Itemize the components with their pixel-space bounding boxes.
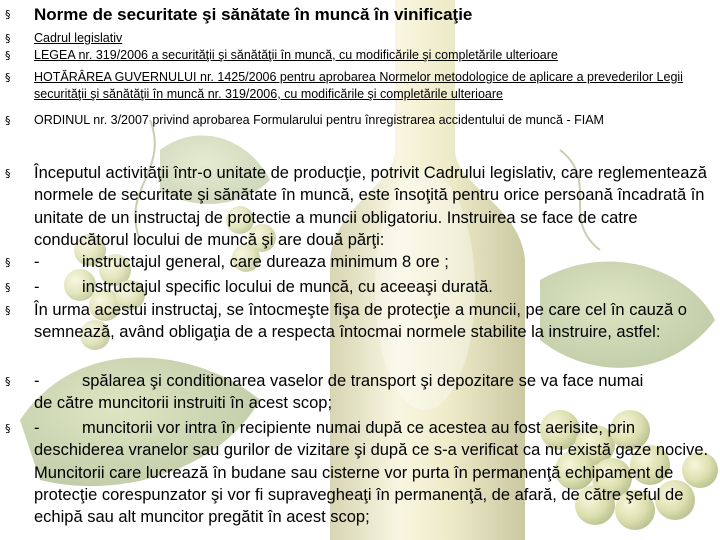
bullet-icon: § [5,114,11,127]
bullet-icon: § [5,71,11,84]
link-cadrul-legislativ[interactable]: Cadrul legislativ [34,31,123,45]
paragraph-text: spălarea şi conditionarea vaselor de transport şi depozitare se va face numai [82,372,644,390]
paragraph-text: Începutul activităţii într-o unitate de producţie, potrivit Cadrului legislativ, care reglementează normele de securitate şi sănătate în muncă, este însoţită pentru orice persoană încadrată în unitate de un instructaj de protectie a muncii obligatoriu. Instruirea se face de catre conducătorul locului de muncă şi are două părţi: [34,164,707,249]
bullet-icon: § [5,167,11,180]
paragraph-text: deschiderea vranelor sau gurilor de vizitare şi după ce s-a verificat ca nu există gaze nocive. Muncitorii care lucrează în budane sau cisterne vor purta în permanenţă echipament de protecţie corespunzator şi vor fi supravegheaţi în permanenţă, de afară, de către şeful de echipă sau alt muncitor pregătit în acest scop; [34,441,709,527]
bullet-icon: § [5,422,11,435]
dash-marker: - [34,419,40,437]
bullet-icon: § [5,375,11,388]
bullet-icon: § [5,281,11,294]
dash-marker: - [34,372,40,390]
dash-marker: - [34,253,40,271]
bullet-icon: § [5,304,11,317]
dash-marker: - [34,278,40,296]
paragraph-text: În urma acestui instructaj, se întocmeşte fişa de protecţie a muncii, pe care cel în cauză o semnează, având obligaţia de a respecta întocmai normele stabilite la instruire, astfel: [34,301,687,342]
link-hg-1425-2006[interactable]: HOTĂRÂREA GUVERNULUI nr. 1425/2006 pentru aprobarea Normelor metodologice de aplicare a prevederilor Legii securităţii şi sănătăţii în muncă nr. 319/2006, cu modificările şi completările ulterioare [34,70,683,101]
paragraph-text: instructajul specific locului de muncă, cu aceeaşi durată. [82,278,493,296]
paragraph-text: instructajul general, care dureaza minimum 8 ore ; [82,253,449,271]
bullet-icon: § [5,49,11,62]
bullet-icon: § [5,256,11,269]
paragraph-text: muncitorii vor intra în recipiente numai după ce acestea au fost aerisite, prin [82,419,636,437]
bullet-icon: § [5,8,11,21]
page-title: Norme de securitate şi sănătate în muncă în vinificaţie [34,5,473,24]
ordin-text: ORDINUL nr. 3/2007 privind aprobarea Formularului pentru înregistrarea accidentului de muncă - FIAM [34,113,604,127]
link-legea-319-2006[interactable]: LEGEA nr. 319/2006 a securităţii şi sănătăţii în muncă, cu modificările şi completările ulterioare [34,48,558,62]
bullet-icon: § [5,32,11,45]
paragraph-text: de către muncitorii instruiti în acest scop; [34,394,333,413]
